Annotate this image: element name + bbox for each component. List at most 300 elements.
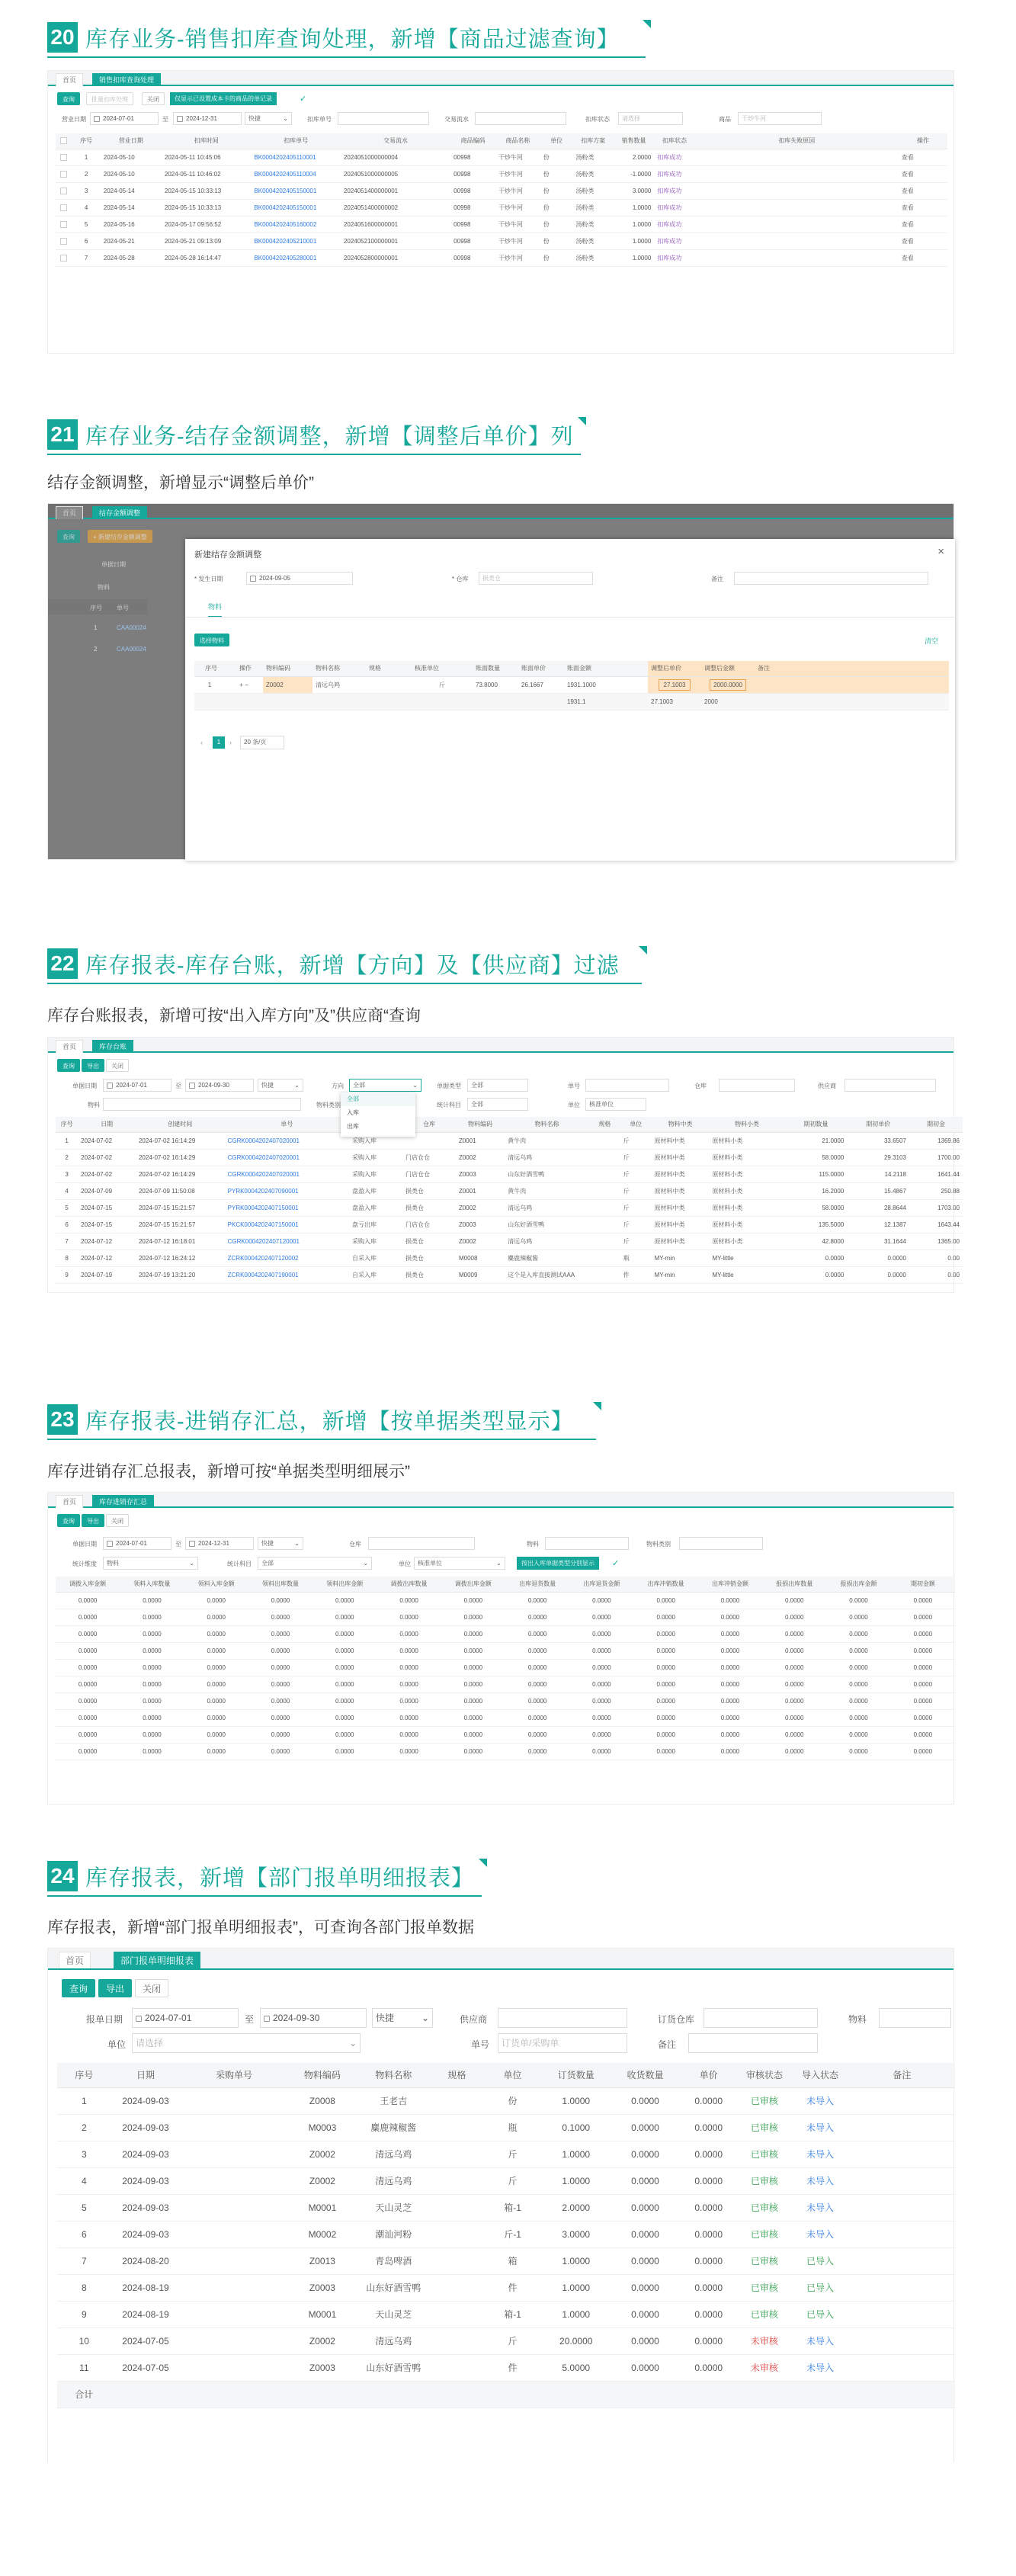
table-cell: 0.0000 bbox=[891, 1592, 955, 1609]
table-cell: 0.0000 bbox=[762, 1726, 826, 1743]
table-cell[interactable]: ZCRK0004202407120002 bbox=[225, 1250, 349, 1266]
table-cell: 2024-05-28 16:14:47 bbox=[162, 249, 252, 266]
table-cell: 6 bbox=[56, 1216, 78, 1233]
cell-adjusted-price[interactable] bbox=[648, 676, 701, 693]
table-cell: 2024051600000001 bbox=[341, 216, 450, 233]
table-cell: 7 bbox=[56, 1233, 78, 1250]
section-description: 库存进销存汇总报表，新增可按“单据类型明细展示” bbox=[47, 1463, 410, 1480]
subject-value: 全部 bbox=[261, 1560, 274, 1567]
table-cell: 0.1000 bbox=[541, 2114, 611, 2141]
table-cell[interactable]: CGRK0004202407120001 bbox=[225, 1233, 349, 1250]
date-from-input[interactable] bbox=[132, 2008, 239, 2028]
row-checkbox[interactable] bbox=[56, 233, 72, 249]
section-22-header bbox=[47, 946, 620, 981]
table-cell: 0.0000 bbox=[762, 1709, 826, 1726]
row-checkbox[interactable] bbox=[56, 149, 72, 165]
table-cell: 0.0000 bbox=[762, 1692, 826, 1709]
cell-material-code[interactable]: Z0002 bbox=[263, 676, 312, 693]
table-cell: 1703.00 bbox=[909, 1199, 963, 1216]
cost-card-filter-toggle[interactable] bbox=[170, 92, 277, 105]
page-size-value: 20 条/页 bbox=[244, 739, 267, 746]
table-cell: 0.0000 bbox=[611, 2194, 680, 2221]
view-link[interactable]: 查看 bbox=[899, 165, 947, 182]
column-header: 序号 bbox=[57, 2063, 111, 2087]
table-cell[interactable]: CGRK0004202407020001 bbox=[225, 1166, 349, 1182]
table-row bbox=[56, 1642, 955, 1659]
table-row bbox=[56, 233, 947, 249]
total-row bbox=[57, 2381, 955, 2408]
doc-type-select[interactable] bbox=[467, 1079, 528, 1092]
column-header: 期初金额 bbox=[891, 1577, 955, 1592]
chevron-down-icon: ⌄ bbox=[294, 1082, 300, 1089]
table-cell: 0.0000 bbox=[505, 1743, 569, 1760]
table-cell: 12.1387 bbox=[847, 1216, 909, 1233]
table-cell[interactable]: BK0004202405150001 bbox=[251, 199, 341, 216]
export-button[interactable]: 导出 bbox=[82, 1059, 104, 1072]
table-cell: 采购入库 bbox=[349, 1149, 402, 1166]
table-cell: 未导入 bbox=[791, 2141, 849, 2167]
table-cell[interactable]: PYRK0004202407090001 bbox=[225, 1182, 349, 1199]
table-cell: 0.0000 bbox=[891, 1659, 955, 1676]
doc-type-label: 单据类型 bbox=[437, 1083, 461, 1089]
table-cell: 0.0000 bbox=[611, 2247, 680, 2274]
cell-adjusted-amount[interactable] bbox=[701, 676, 755, 693]
by-doc-type-toggle[interactable] bbox=[517, 1557, 599, 1570]
code-input[interactable] bbox=[585, 1079, 669, 1092]
view-link[interactable]: 查看 bbox=[899, 249, 947, 266]
table-cell: 2024052800000001 bbox=[341, 249, 450, 266]
column-header: 调拨出库数量 bbox=[377, 1577, 441, 1592]
cell-material-name: 清远乌鸡 bbox=[312, 676, 366, 693]
unit-label: 单位 bbox=[107, 2039, 127, 2050]
table-cell: 2024-07-05 bbox=[111, 2354, 181, 2381]
tab-bar bbox=[48, 504, 954, 519]
date-to-value: 2024-12-31 bbox=[186, 115, 217, 122]
table-cell: 0.0000 bbox=[312, 1592, 377, 1609]
code-input[interactable] bbox=[498, 2033, 627, 2053]
column-header: 扣库单号 bbox=[251, 133, 341, 149]
table-cell[interactable]: BK0004202405110001 bbox=[251, 149, 341, 165]
material-type-input[interactable] bbox=[679, 1537, 763, 1550]
close-button[interactable]: 关闭 bbox=[106, 1059, 129, 1072]
tab-home[interactable]: 首页 bbox=[56, 506, 83, 519]
table-cell: 箱-1 bbox=[484, 2194, 542, 2221]
corner-mark bbox=[479, 1859, 487, 1867]
table-cell: 盘盈入库 bbox=[349, 1182, 402, 1199]
row-add-remove-controls[interactable]: + − bbox=[225, 676, 263, 693]
table-cell: 0.0000 bbox=[312, 1659, 377, 1676]
column-header: 规格 bbox=[366, 661, 412, 676]
table-row bbox=[56, 1132, 963, 1149]
view-link[interactable]: 查看 bbox=[899, 233, 947, 249]
quick-select[interactable] bbox=[258, 1537, 303, 1550]
table-cell: 28.8644 bbox=[847, 1199, 909, 1216]
adjusted-amount-input[interactable]: 2000.0000 bbox=[710, 679, 746, 691]
quick-value: 快捷 bbox=[248, 115, 261, 122]
date-to-input[interactable] bbox=[185, 1079, 254, 1092]
page-1-button[interactable]: 1 bbox=[213, 736, 225, 749]
table-cell: Z0003 bbox=[288, 2274, 357, 2301]
table-cell bbox=[695, 233, 899, 249]
column-header: 备注 bbox=[755, 661, 949, 676]
table-cell: 2024-05-14 bbox=[101, 199, 162, 216]
table-cell: 0.0000 bbox=[698, 1743, 762, 1760]
table-cell: 2024-09-03 bbox=[111, 2114, 181, 2141]
query-button[interactable]: 查询 bbox=[57, 92, 80, 105]
remark-input[interactable] bbox=[734, 572, 928, 585]
trade-flow-input[interactable] bbox=[475, 112, 566, 125]
date-from-input[interactable] bbox=[90, 112, 159, 125]
table-row bbox=[56, 1609, 955, 1625]
table-cell: M0008 bbox=[456, 1250, 505, 1266]
quick-select[interactable] bbox=[245, 112, 292, 125]
table-cell: 2024-05-16 bbox=[101, 216, 162, 233]
column-header: 出库冲销金额 bbox=[698, 1577, 762, 1592]
calendar-icon bbox=[107, 1083, 113, 1089]
table-cell: 采购入库 bbox=[349, 1233, 402, 1250]
next-page-icon[interactable]: › bbox=[229, 739, 232, 746]
table-cell bbox=[849, 2247, 955, 2274]
table-cell: 0.0000 bbox=[184, 1659, 248, 1676]
table-row bbox=[57, 2221, 955, 2247]
tab-material[interactable]: 物料 bbox=[208, 601, 222, 618]
section-title: 库存报表-进销存汇总，新增【按单据类型显示】 bbox=[85, 1409, 574, 1434]
close-button[interactable]: 关闭 bbox=[106, 1514, 129, 1527]
cell-book-price: 26.1667 bbox=[518, 676, 564, 693]
table-cell bbox=[849, 2274, 955, 2301]
unit-value: 核准单位 bbox=[418, 1560, 442, 1567]
table-cell: 汤粉类 bbox=[572, 182, 613, 199]
table-cell: 0.0000 bbox=[634, 1692, 698, 1709]
date-from-input[interactable] bbox=[103, 1079, 171, 1092]
warehouse-input[interactable] bbox=[368, 1537, 475, 1550]
corner-mark bbox=[593, 1402, 601, 1410]
table-cell: 0.0000 bbox=[569, 1625, 633, 1642]
table-cell: 已导入 bbox=[791, 2301, 849, 2327]
close-button[interactable]: 关闭 bbox=[142, 92, 165, 105]
table-cell: 2024-07-12 bbox=[78, 1233, 136, 1250]
tab-bar bbox=[48, 1038, 954, 1053]
table-cell: 0.0000 bbox=[698, 1709, 762, 1726]
table-cell: 已审核 bbox=[738, 2301, 792, 2327]
corner-mark bbox=[578, 417, 586, 425]
order-warehouse-input[interactable] bbox=[704, 2008, 818, 2028]
occur-date-input[interactable] bbox=[246, 572, 353, 585]
table-cell[interactable]: PYRK0004202407150001 bbox=[225, 1199, 349, 1216]
adjusted-price-input[interactable]: 27.1003 bbox=[659, 679, 691, 691]
occur-date-label: * 发生日期 bbox=[194, 576, 223, 582]
filter-toggle-label: 仅显示已设置成本卡的商品的单记录 bbox=[175, 95, 272, 102]
code-placeholder: 订货单/采购单 bbox=[502, 2038, 559, 2048]
table-cell: 份 bbox=[540, 249, 573, 266]
tab-home[interactable]: 首页 bbox=[59, 1952, 91, 1968]
dropdown-option-all[interactable]: 全部 bbox=[341, 1092, 415, 1106]
view-link[interactable]: 查看 bbox=[899, 149, 947, 165]
table-cell: 0.0000 bbox=[505, 1709, 569, 1726]
table-cell bbox=[695, 199, 899, 216]
table-cell: 0.0000 bbox=[785, 1266, 848, 1283]
table-cell[interactable]: BK0004202405110004 bbox=[251, 165, 341, 182]
table-cell bbox=[589, 1132, 620, 1149]
table-cell: 2024-05-21 bbox=[101, 233, 162, 249]
select-all-checkbox[interactable] bbox=[56, 133, 72, 149]
table-cell: 2024051400000002 bbox=[341, 199, 450, 216]
cell-unit: 斤 bbox=[412, 676, 473, 693]
tab-dept-order-detail[interactable]: 部门报单明细报表 bbox=[114, 1952, 200, 1968]
table-cell: 斤 bbox=[484, 2167, 542, 2194]
table-cell: 0.0000 bbox=[847, 1266, 909, 1283]
table-cell: 0.0000 bbox=[680, 2327, 738, 2354]
table-cell: 0.0000 bbox=[847, 1250, 909, 1266]
table-cell: 盘亏出库 bbox=[349, 1216, 402, 1233]
table-cell: 0.0000 bbox=[248, 1592, 312, 1609]
dropdown-option-in[interactable]: 入库 bbox=[347, 1109, 359, 1116]
table-cell: 份 bbox=[540, 149, 573, 165]
table-cell: 门店仓仓 bbox=[402, 1166, 456, 1182]
material-input[interactable] bbox=[103, 1098, 301, 1111]
table-cell: 0.0000 bbox=[312, 1692, 377, 1709]
column-header: 期初数量 bbox=[785, 1117, 848, 1132]
row-checkbox[interactable] bbox=[56, 216, 72, 233]
supplier-input[interactable] bbox=[498, 2008, 627, 2028]
table-cell: 0.0000 bbox=[184, 1726, 248, 1743]
table-cell: 未审核 bbox=[738, 2354, 792, 2381]
clear-link[interactable]: 清空 bbox=[924, 637, 938, 645]
dept-order-detail-screenshot bbox=[47, 1948, 954, 2462]
column-header: 物料中类 bbox=[652, 1117, 710, 1132]
calendar-icon bbox=[264, 2016, 270, 2022]
query-button[interactable]: 查询 bbox=[62, 1979, 95, 1997]
date-to-input[interactable] bbox=[185, 1537, 254, 1550]
tab-sales-deduct[interactable]: 销售扣库查询处理 bbox=[92, 73, 161, 86]
export-button[interactable]: 导出 bbox=[98, 1979, 132, 1997]
table-cell: 扣库成功 bbox=[654, 149, 694, 165]
view-link[interactable]: 查看 bbox=[899, 216, 947, 233]
table-cell: 00998 bbox=[450, 149, 495, 165]
table-cell: 清远乌鸡 bbox=[357, 2167, 430, 2194]
unit-select[interactable] bbox=[414, 1557, 505, 1570]
prev-page-icon[interactable]: ‹ bbox=[200, 739, 203, 746]
table-cell: 0.0000 bbox=[891, 1726, 955, 1743]
table-cell: 0.0000 bbox=[611, 2327, 680, 2354]
column-header: 领料出库金额 bbox=[312, 1577, 377, 1592]
table-cell: M0003 bbox=[288, 2114, 357, 2141]
table-cell: 0.0000 bbox=[505, 1659, 569, 1676]
order-date-label: 报单日期 bbox=[86, 2014, 123, 2025]
table-cell[interactable]: BK0004202405150001 bbox=[251, 182, 341, 199]
column-header: 物料编码 bbox=[288, 2063, 357, 2087]
row-checkbox[interactable] bbox=[56, 165, 72, 182]
table-cell: 已审核 bbox=[738, 2221, 792, 2247]
material-input[interactable] bbox=[545, 1537, 629, 1550]
table-cell: 0.00 bbox=[909, 1250, 963, 1266]
row-checkbox[interactable] bbox=[56, 182, 72, 199]
table-cell: 0.0000 bbox=[248, 1625, 312, 1642]
table-cell: 0.0000 bbox=[680, 2274, 738, 2301]
table-cell: Z0003 bbox=[288, 2354, 357, 2381]
table-cell: 2024051400000001 bbox=[341, 182, 450, 199]
column-header: 创建时间 bbox=[136, 1117, 225, 1132]
table-cell: 0.0000 bbox=[248, 1642, 312, 1659]
column-header: 物料名称 bbox=[357, 2063, 430, 2087]
table-row bbox=[57, 2247, 955, 2274]
stock-ledger-screenshot bbox=[47, 1037, 960, 1293]
table-cell[interactable]: BK0004202405280001 bbox=[251, 249, 341, 266]
table-row bbox=[56, 1726, 955, 1743]
quick-select[interactable] bbox=[258, 1079, 303, 1092]
table-cell[interactable]: BK0004202405210001 bbox=[251, 233, 341, 249]
direction-select[interactable] bbox=[349, 1079, 421, 1092]
table-cell: 0.0000 bbox=[377, 1743, 441, 1760]
date-from-value: 2024-07-01 bbox=[116, 1540, 147, 1547]
tab-balance-adjust[interactable]: 结存金额调整 bbox=[92, 506, 147, 519]
table-cell: 天山灵芝 bbox=[357, 2301, 430, 2327]
order-no-input[interactable] bbox=[338, 112, 429, 125]
table-cell: 0.0000 bbox=[826, 1642, 890, 1659]
table-cell: 11 bbox=[57, 2354, 111, 2381]
row-checkbox[interactable] bbox=[56, 199, 72, 216]
table-cell: 0.0000 bbox=[762, 1592, 826, 1609]
table-cell: 1.0000 bbox=[614, 199, 654, 216]
table-cell: 0.0000 bbox=[826, 1709, 890, 1726]
subject-select[interactable] bbox=[258, 1557, 372, 1570]
table-cell: 扣库成功 bbox=[654, 233, 694, 249]
table-cell: 1643.44 bbox=[909, 1216, 963, 1233]
calendar-icon bbox=[177, 116, 183, 122]
warehouse-input[interactable] bbox=[719, 1079, 795, 1092]
table-row bbox=[56, 1709, 955, 1726]
dept-order-table bbox=[57, 2063, 955, 2408]
table-cell: 1.0000 bbox=[541, 2247, 611, 2274]
table-cell: 2024052100000001 bbox=[341, 233, 450, 249]
title-underline bbox=[47, 56, 646, 58]
warehouse-select[interactable] bbox=[479, 572, 593, 585]
table-cell: 2024-05-17 09:56:52 bbox=[162, 216, 252, 233]
deduct-status-select[interactable] bbox=[618, 112, 683, 125]
table-cell: 干炒牛河 bbox=[495, 149, 540, 165]
corner-mark bbox=[639, 946, 647, 954]
table-cell bbox=[589, 1166, 620, 1182]
row-checkbox[interactable] bbox=[56, 249, 72, 266]
cell-remark[interactable] bbox=[755, 676, 949, 693]
table-cell: 瓶 bbox=[620, 1250, 652, 1266]
date-from-input[interactable] bbox=[103, 1537, 171, 1550]
table-cell: 29.3103 bbox=[847, 1149, 909, 1166]
calendar-icon bbox=[94, 116, 100, 122]
page-size-select[interactable] bbox=[240, 736, 284, 749]
batch-deduct-button[interactable]: 批量扣库处理 bbox=[86, 92, 133, 105]
table-cell: 9 bbox=[56, 1266, 78, 1283]
tab-home[interactable]: 首页 bbox=[56, 1495, 83, 1508]
table-cell: 已审核 bbox=[738, 2141, 792, 2167]
table-cell: 麋鹿辣椒酱 bbox=[505, 1250, 589, 1266]
supplier-input[interactable] bbox=[845, 1079, 936, 1092]
select-material-button[interactable]: 选择物料 bbox=[194, 634, 229, 646]
table-cell bbox=[849, 2167, 955, 2194]
export-button[interactable]: 导出 bbox=[82, 1514, 104, 1527]
table-cell[interactable]: CGRK0004202407020001 bbox=[225, 1149, 349, 1166]
table-cell: 2024-05-14 bbox=[101, 182, 162, 199]
table-cell: 汤粉类 bbox=[572, 233, 613, 249]
column-header: 物料名称 bbox=[312, 661, 366, 676]
table-cell: 3 bbox=[56, 1166, 78, 1182]
stat-subject-select[interactable] bbox=[467, 1098, 528, 1111]
table-cell: 2024-05-15 10:33:13 bbox=[162, 182, 252, 199]
ledger-table bbox=[56, 1117, 963, 1284]
chevron-down-icon: ⌄ bbox=[496, 1560, 502, 1567]
view-link[interactable]: 查看 bbox=[899, 182, 947, 199]
table-cell: 0.0000 bbox=[377, 1726, 441, 1743]
tab-inventory-summary[interactable]: 库存进销存汇总 bbox=[92, 1495, 154, 1508]
query-button[interactable]: 查询 bbox=[57, 1059, 80, 1072]
column-header: 序号 bbox=[56, 1117, 78, 1132]
dimension-select[interactable] bbox=[103, 1557, 198, 1570]
table-cell: 0.0000 bbox=[891, 1692, 955, 1709]
table-row bbox=[57, 2274, 955, 2301]
close-icon[interactable]: × bbox=[937, 545, 944, 558]
new-adjust-button[interactable]: + 新建结存金额调整 bbox=[88, 530, 152, 543]
table-cell: M0002 bbox=[288, 2221, 357, 2247]
table-cell: 0.0000 bbox=[248, 1609, 312, 1625]
view-link[interactable]: 查看 bbox=[899, 199, 947, 216]
query-button[interactable]: 查询 bbox=[57, 1514, 80, 1527]
table-cell: 山东好酒雪鸭 bbox=[505, 1216, 589, 1233]
tab-stock-ledger[interactable]: 库存台账 bbox=[92, 1040, 133, 1053]
date-to-input[interactable] bbox=[260, 2008, 367, 2028]
table-row bbox=[56, 1266, 963, 1283]
table-cell: 原材料小类 bbox=[709, 1149, 784, 1166]
table-cell: 2024-07-02 16:14:29 bbox=[136, 1149, 225, 1166]
query-button[interactable]: 查询 bbox=[57, 530, 80, 543]
calendar-icon bbox=[250, 576, 256, 582]
tab-home[interactable]: 首页 bbox=[56, 73, 83, 86]
column-header: 扣库失败原因 bbox=[695, 133, 899, 149]
dropdown-option-out[interactable]: 出库 bbox=[347, 1123, 359, 1130]
table-cell: 0.0000 bbox=[377, 1642, 441, 1659]
table-cell: 1365.00 bbox=[909, 1233, 963, 1250]
unit-select[interactable] bbox=[585, 1098, 646, 1111]
table-cell: 20.0000 bbox=[541, 2327, 611, 2354]
toggle-label: 按出入库单据类型分别显示 bbox=[521, 1560, 595, 1567]
table-cell: Z0002 bbox=[456, 1199, 505, 1216]
close-button[interactable]: 关闭 bbox=[135, 1979, 168, 1997]
goods-input[interactable] bbox=[738, 112, 822, 125]
table-cell: 1.0000 bbox=[614, 233, 654, 249]
table-cell[interactable]: ZCRK0004202407190001 bbox=[225, 1266, 349, 1283]
table-cell: 0.0000 bbox=[505, 1676, 569, 1692]
date-to-input[interactable] bbox=[173, 112, 242, 125]
material-input[interactable] bbox=[879, 2008, 951, 2028]
table-cell[interactable]: PKCK0004202407150001 bbox=[225, 1216, 349, 1233]
table-cell: 清远乌鸡 bbox=[357, 2327, 430, 2354]
unit-select[interactable] bbox=[132, 2033, 361, 2053]
table-cell: 自采入库 bbox=[349, 1266, 402, 1283]
tab-home[interactable]: 首页 bbox=[56, 1040, 83, 1053]
table-cell: 0.0000 bbox=[698, 1642, 762, 1659]
table-cell[interactable]: CGRK0004202407020001 bbox=[225, 1132, 349, 1149]
table-cell[interactable]: BK0004202405160002 bbox=[251, 216, 341, 233]
remark-input[interactable] bbox=[688, 2033, 818, 2053]
table-cell: 斤 bbox=[620, 1166, 652, 1182]
table-cell: 0.0000 bbox=[634, 1743, 698, 1760]
quick-select[interactable] bbox=[372, 2008, 433, 2028]
table-cell: 2024-08-20 bbox=[111, 2247, 181, 2274]
table-cell: 0.0000 bbox=[505, 1642, 569, 1659]
goods-value: 干炒牛河 bbox=[742, 115, 766, 122]
column-header: 备注 bbox=[849, 2063, 955, 2087]
table-cell: 5 bbox=[72, 216, 100, 233]
table-cell: 斤-1 bbox=[484, 2221, 542, 2247]
